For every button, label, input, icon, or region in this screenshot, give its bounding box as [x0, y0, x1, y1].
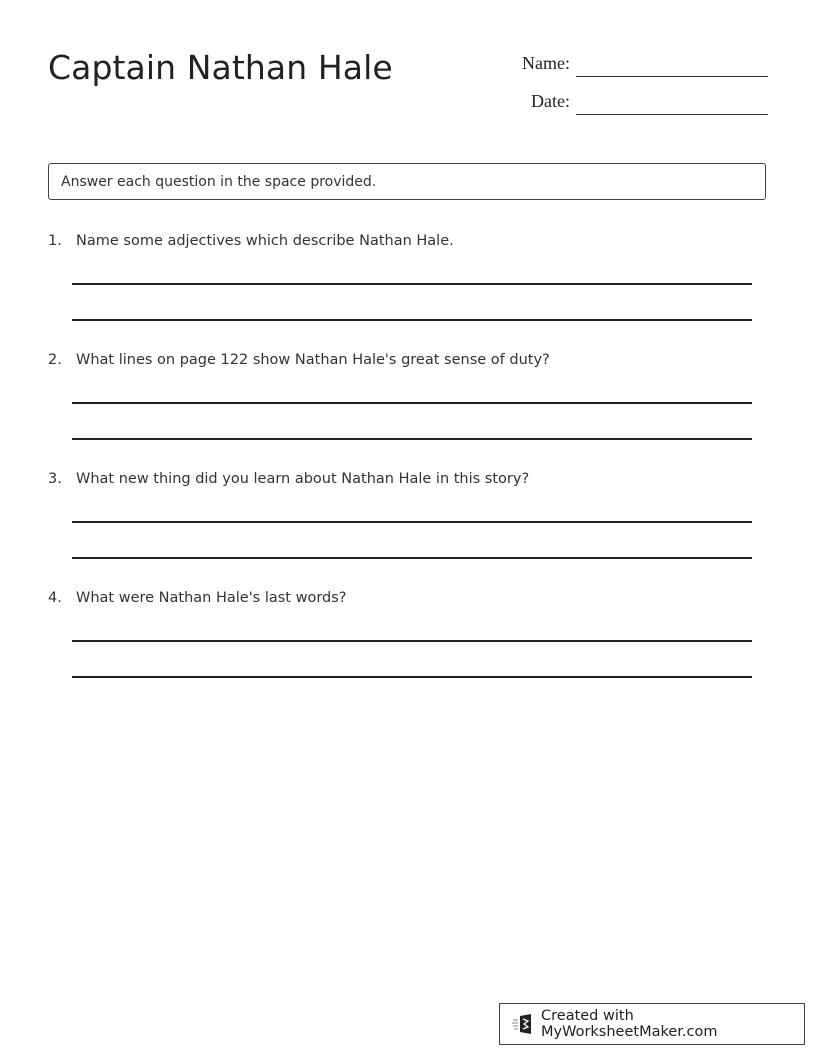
answer-line-3a[interactable]	[72, 521, 752, 523]
question-4	[48, 588, 347, 608]
answer-line-3b[interactable]	[72, 557, 752, 559]
question-2	[48, 350, 550, 370]
answer-line-2a[interactable]	[72, 402, 752, 404]
question-number: 1.	[48, 233, 62, 249]
answer-line-4b[interactable]	[72, 676, 752, 678]
answer-line-1b[interactable]	[72, 319, 752, 321]
answer-line-2b[interactable]	[72, 438, 752, 440]
question-number: 3.	[48, 471, 62, 487]
worksheet-maker-logo-icon	[512, 1013, 534, 1035]
footer-credit-badge[interactable]	[499, 1003, 805, 1045]
name-label: Name:	[522, 53, 570, 73]
question-text: Name some adjectives which describe Nathan Hale.	[76, 233, 454, 249]
footer-credit-text: Created with MyWorksheetMaker.com	[541, 1008, 718, 1040]
worksheet-title: Captain Nathan Hale	[48, 48, 393, 87]
question-text: What were Nathan Hale's last words?	[76, 590, 347, 606]
question-number: 2.	[48, 352, 62, 368]
answer-line-1a[interactable]	[72, 283, 752, 285]
question-text: What lines on page 122 show Nathan Hale's great sense of duty?	[76, 352, 550, 368]
name-input-line[interactable]	[576, 76, 768, 77]
date-label: Date:	[531, 91, 570, 111]
instructions-box: Answer each question in the space provided.	[48, 163, 766, 200]
question-text: What new thing did you learn about Nathan Hale in this story?	[76, 471, 530, 487]
question-3	[48, 469, 529, 489]
question-1	[48, 231, 454, 251]
date-input-line[interactable]	[576, 114, 768, 115]
question-number: 4.	[48, 590, 62, 606]
answer-line-4a[interactable]	[72, 640, 752, 642]
